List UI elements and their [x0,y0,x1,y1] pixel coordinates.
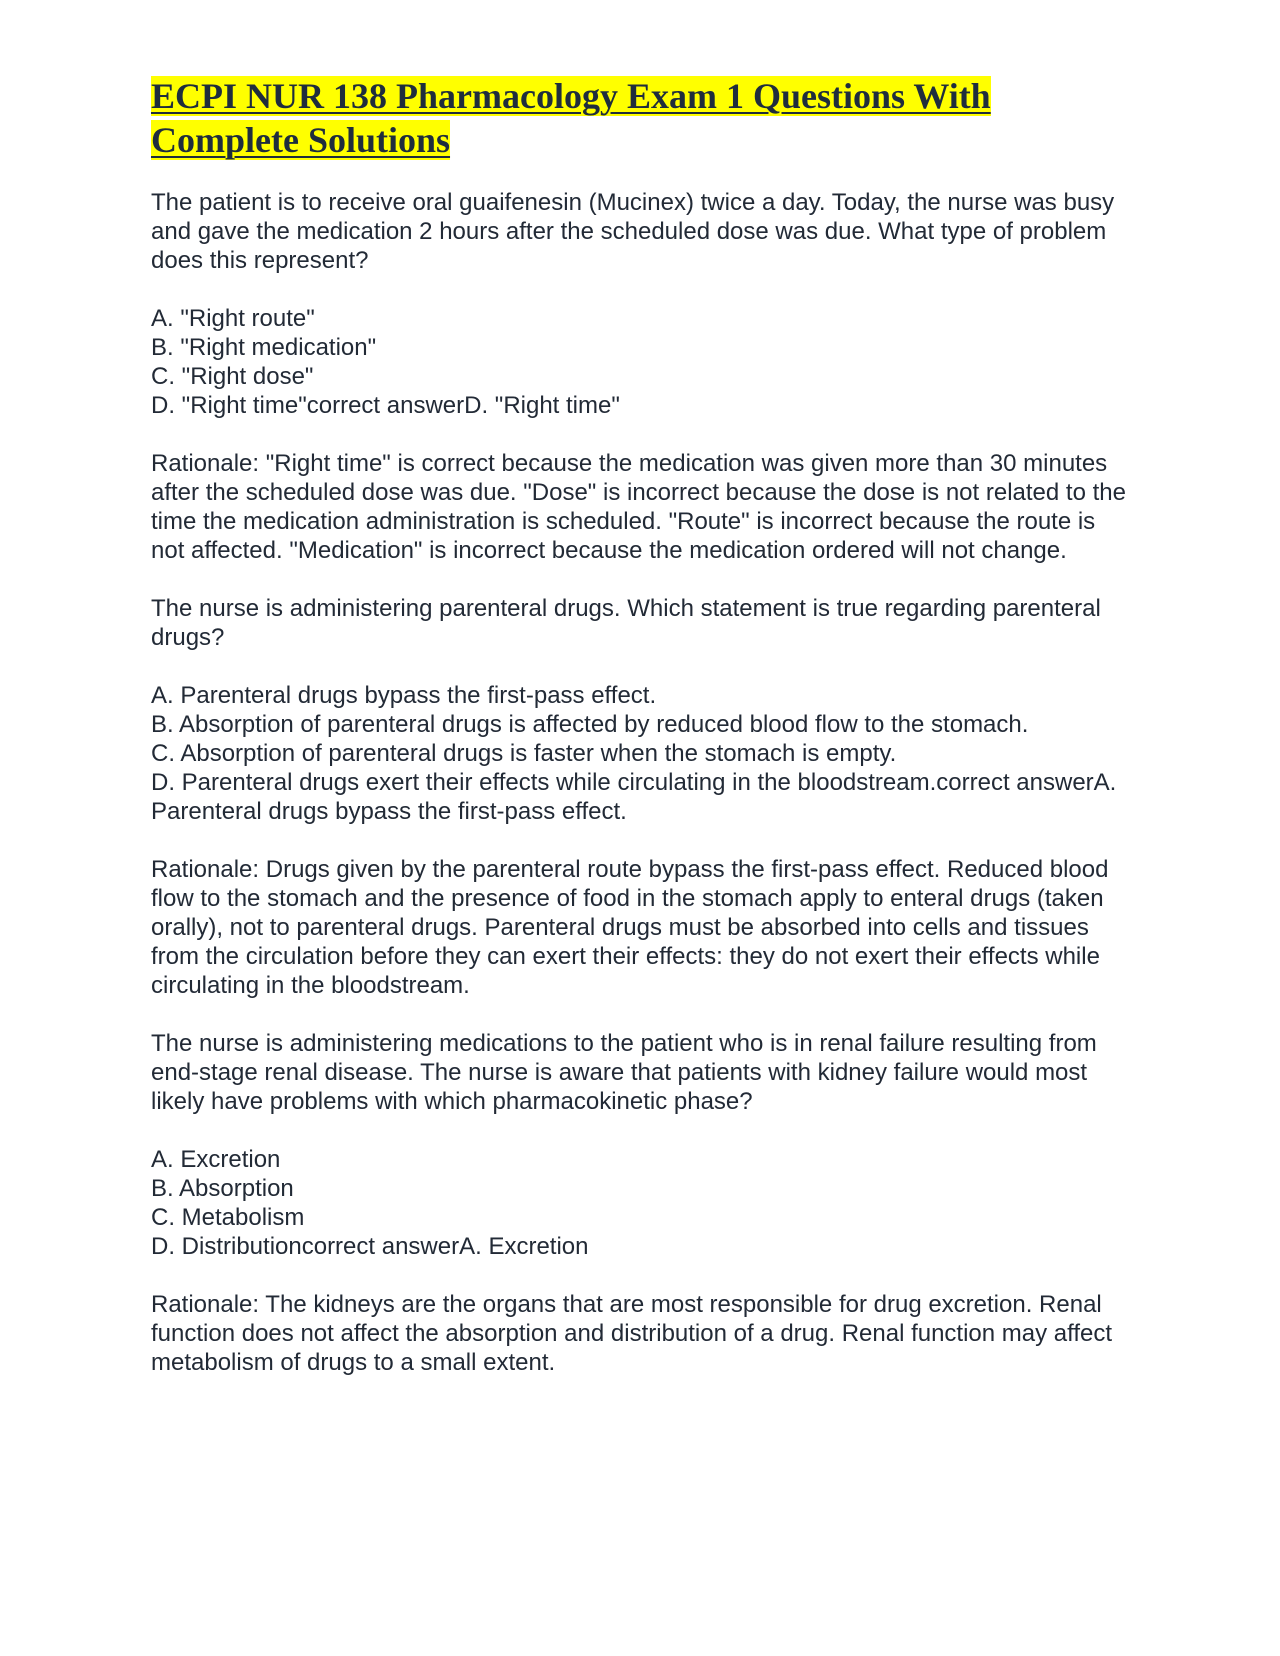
option: D. Parenteral drugs exert their effects while circulating in the bloodstream.correct answerA. Parenteral drugs bypass the first-pass effect. [151,769,1117,825]
question-1-text: The patient is to receive oral guaifenesin (Mucinex) twice a day. Today, the nurse was busy and gave the medication 2 hours after the scheduled dose was due. What type of problem does this represent? [151,189,1115,274]
document-page [151,74,1131,1406]
title-line-2: Complete Solutions [151,120,451,160]
question-1-options [151,304,1131,420]
question-2-rationale: Rationale: Drugs given by the parenteral route bypass the first-pass effect. Reduced blood flow to the stomach and the presence of food in the stomach apply to enteral drugs (taken orally), not to parenteral drugs. Parenteral drugs must be absorbed into cells and tissues from the circulation before they can exert their effects: they do not exert their effects while circulating in the bloodstream. [151,856,1109,999]
question-3-text: The nurse is administering medications to the patient who is in renal failure resulting from end-stage renal disease. The nurse is aware that patients with kidney failure would most likely have problems with which pharmacokinetic phase? [151,1030,1097,1115]
option: D. Distributioncorrect answerA. Excretion [151,1233,589,1260]
option: D. "Right time"correct answerD. "Right time" [151,392,620,419]
question-2-text: The nurse is administering parenteral drugs. Which statement is true regarding parenteral drugs? [151,595,1101,651]
option: B. Absorption [151,1175,294,1202]
question-3-options [151,1145,1131,1261]
option: A. Parenteral drugs bypass the first-pass effect. [151,682,657,709]
option: A. Excretion [151,1146,281,1173]
title-line-1: ECPI NUR 138 Pharmacology Exam 1 Questions With [151,76,991,116]
question-1-rationale: Rationale: "Right time" is correct because the medication was given more than 30 minutes after the scheduled dose was due. "Dose" is incorrect because the dose is not related to the time the medication administration is scheduled. "Route" is incorrect because the route is not affected. "Medication" is incorrect because the medication ordered will not change. [151,450,1126,564]
option: C. Absorption of parenteral drugs is faster when the stomach is empty. [151,740,897,767]
option: B. "Right medication" [151,334,377,361]
option: C. Metabolism [151,1204,305,1231]
option: A. "Right route" [151,305,315,332]
option: C. "Right dose" [151,363,314,390]
question-2-options [151,681,1131,826]
option: B. Absorption of parenteral drugs is affected by reduced blood flow to the stomach. [151,711,1029,738]
question-3-rationale: Rationale: The kidneys are the organs that are most responsible for drug excretion. Renal function does not affect the absorption and distribution of a drug. Renal function may affect metabolism of drugs to a small extent. [151,1291,1113,1376]
document-title [151,74,1131,162]
